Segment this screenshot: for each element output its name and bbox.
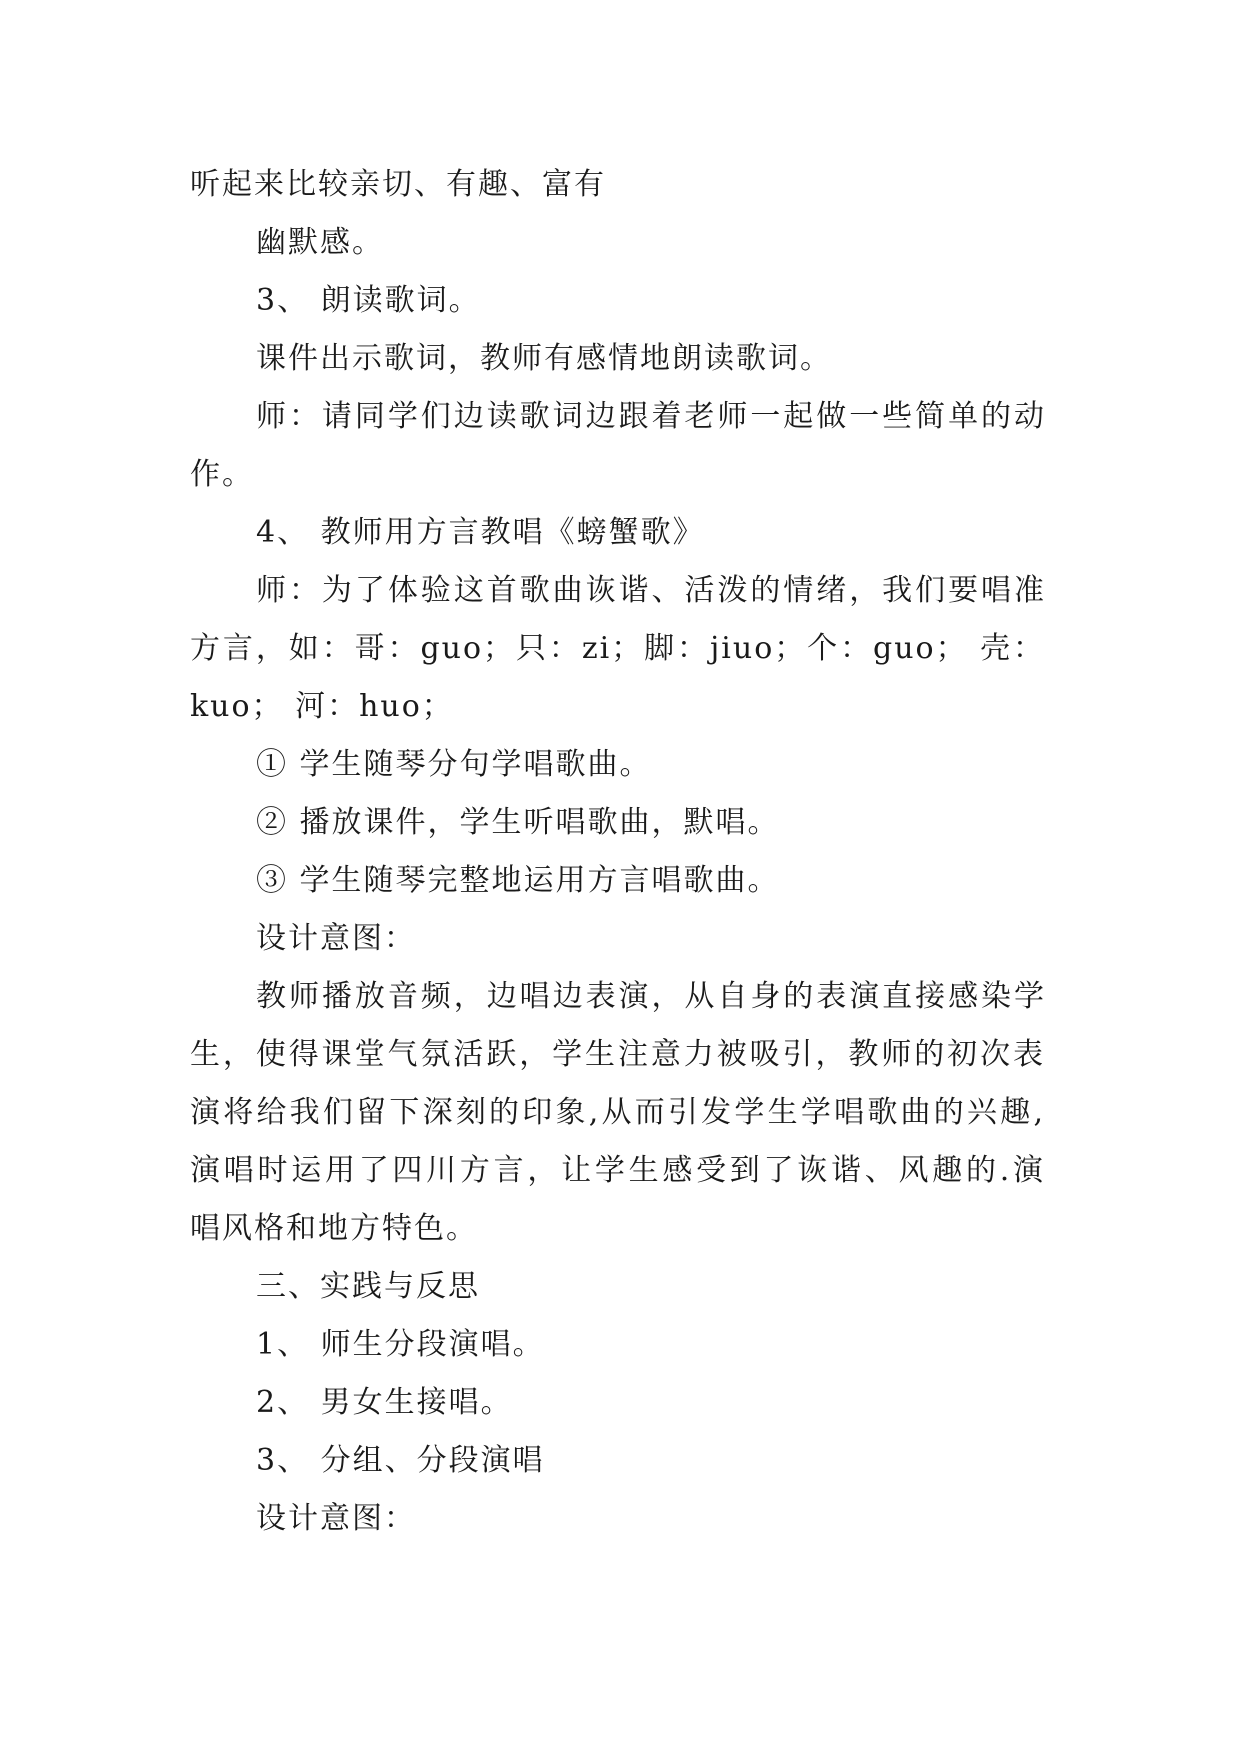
text-line: 教师播放音频，边唱边表演，从自身的表演直接感染学 [256,979,1046,1014]
list-item: 3、 朗读歌词。 [256,283,481,318]
text-line: kuo； 河：huo； [190,689,454,724]
section-label: 设计意图： [256,1501,416,1536]
list-item: 1、 师生分段演唱。 [256,1327,545,1362]
list-item: 4、 教师用方言教唱《螃蟹歌》 [256,515,705,550]
text-line: 作。 [190,457,254,492]
text-line: 生，使得课堂气氛活跃，学生注意力被吸引，教师的初次表 [190,1037,1045,1072]
section-heading: 三、实践与反思 [256,1269,480,1304]
list-item: ① 学生随琴分句学唱歌曲。 [256,747,652,782]
text-line: 唱风格和地方特色。 [190,1211,478,1246]
text-line: 师：为了体验这首歌曲诙谐、活泼的情绪，我们要唱准 [256,573,1046,608]
list-item: ③ 学生随琴完整地运用方言唱歌曲。 [256,863,780,898]
list-item: 3、 分组、分段演唱 [256,1443,545,1478]
text-line: 方言，如：哥：guo；只：zi；脚：jiuo；个：guo； 壳： [190,631,1045,666]
list-item: ② 播放课件，学生听唱歌曲，默唱。 [256,805,780,840]
list-item: 2、 男女生接唱。 [256,1385,513,1420]
text-line: 演唱时运用了四川方言，让学生感受到了诙谐、风趣的.演 [190,1153,1045,1188]
text-line: 演将给我们留下深刻的印象,从而引发学生学唱歌曲的兴趣, [190,1095,1045,1130]
text-line: 听起来比较亲切、有趣、富有 [190,167,606,202]
text-line: 幽默感。 [256,225,384,260]
text-line: 课件出示歌词，教师有感情地朗读歌词。 [256,341,832,376]
section-label: 设计意图： [256,921,416,956]
text-line: 师：请同学们边读歌词边跟着老师一起做一些简单的动 [256,399,1046,434]
